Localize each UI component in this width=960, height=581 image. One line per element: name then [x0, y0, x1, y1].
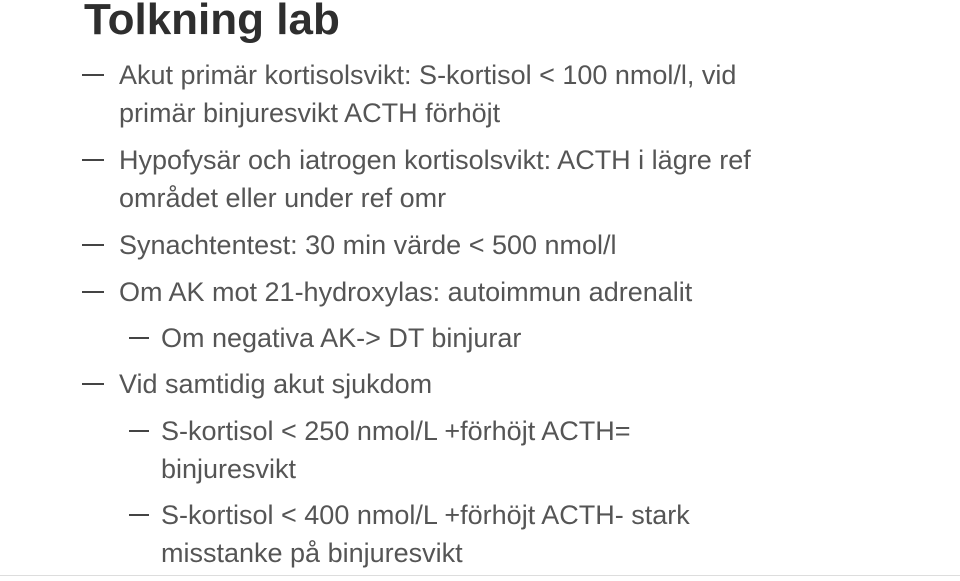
- dash-icon: [82, 159, 104, 161]
- dash-icon: [129, 430, 149, 432]
- bullet-line: S-kortisol < 400 nmol/L +förhöjt ACTH- stark: [161, 500, 690, 530]
- bullet-item: [119, 141, 751, 217]
- bullet-line: primär binjuresvikt ACTH förhöjt: [119, 98, 501, 128]
- bullet-item: [119, 56, 736, 132]
- bullet-line: Om AK mot 21-hydroxylas: autoimmun adrenalit: [119, 277, 693, 307]
- bullet-item: [161, 496, 690, 572]
- bullet-line: binjuresvikt: [161, 454, 297, 484]
- dash-icon: [82, 244, 104, 246]
- dash-icon: [82, 74, 104, 76]
- bullet-line: området eller under ref omr: [119, 183, 447, 213]
- dash-icon: [82, 291, 104, 293]
- bullet-line: Hypofysär och iatrogen kortisolsvikt: ACTH i lägre ref: [119, 145, 751, 175]
- bullet-line: Akut primär kortisolsvikt: S-kortisol < 100 nmol/l, vid: [119, 60, 737, 90]
- bullet-line: Synachtentest: 30 min värde < 500 nmol/l: [119, 230, 617, 260]
- bullet-item: [119, 226, 617, 264]
- slide-title: Tolkning lab: [84, 0, 340, 44]
- dash-icon: [82, 383, 104, 385]
- bullet-line: S-kortisol < 250 nmol/L +förhöjt ACTH=: [161, 416, 631, 446]
- bullet-line: Vid samtidig akut sjukdom: [119, 369, 433, 399]
- bullet-item: [161, 412, 630, 488]
- bullet-line: Om negativa AK-> DT binjurar: [161, 323, 522, 353]
- bullet-item: [119, 365, 432, 403]
- dash-icon: [129, 514, 149, 516]
- bottom-divider: [0, 575, 960, 576]
- bullet-item: [119, 273, 692, 311]
- bullet-line: misstanke på binjuresvikt: [161, 538, 463, 568]
- bullet-item: [161, 319, 521, 357]
- dash-icon: [129, 337, 149, 339]
